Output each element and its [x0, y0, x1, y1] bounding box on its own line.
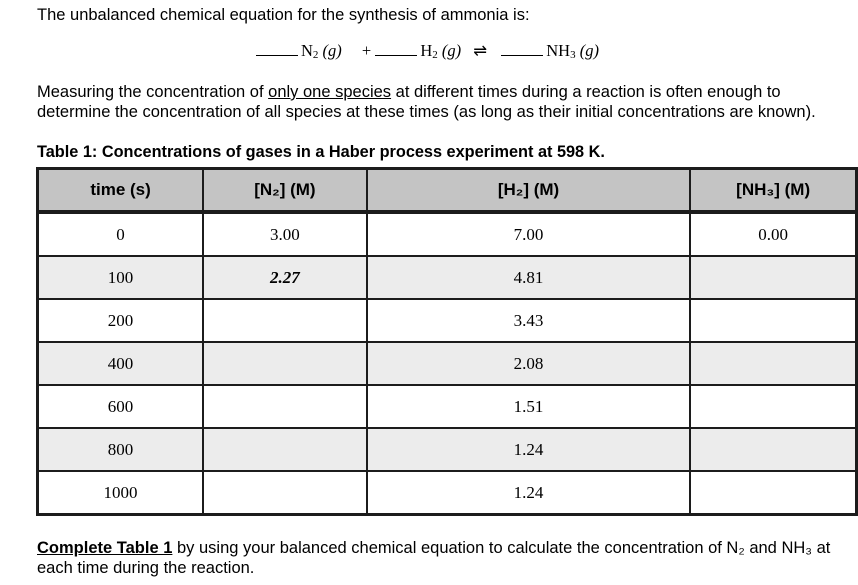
- equilibrium-arrow: ⇌: [473, 41, 488, 60]
- cell-n2[interactable]: 2.27: [203, 256, 367, 299]
- cell-n2[interactable]: [203, 299, 367, 342]
- header-h2: [H₂] (M): [367, 169, 691, 213]
- concentration-table: [36, 167, 858, 516]
- h2-formula: $H_2$ (g): [420, 41, 462, 61]
- cell-nh3[interactable]: [690, 471, 856, 515]
- table-row: [38, 212, 857, 256]
- cell-h2: 4.81: [367, 256, 691, 299]
- cell-n2[interactable]: [203, 428, 367, 471]
- cell-h2: 3.43: [367, 299, 691, 342]
- cell-n2[interactable]: 3.00: [203, 212, 367, 256]
- cell-nh3[interactable]: [690, 428, 856, 471]
- cell-nh3[interactable]: [690, 342, 856, 385]
- cell-h2: 1.24: [367, 428, 691, 471]
- table-row: [38, 256, 857, 299]
- emphasis-only-one-species: only one species: [268, 83, 392, 101]
- header-time: time (s): [38, 169, 204, 213]
- cell-time: 600: [38, 385, 204, 428]
- table-header-row: [38, 169, 857, 213]
- table-caption: Table 1: Concentrations of gases in a Haber process experiment at 598 K.: [37, 143, 605, 161]
- cell-nh3[interactable]: [690, 299, 856, 342]
- table-row: [38, 385, 857, 428]
- nh3-coefficient-blank[interactable]: [501, 40, 543, 56]
- cell-nh3[interactable]: [690, 385, 856, 428]
- cell-h2: 1.24: [367, 471, 691, 515]
- cell-h2: 2.08: [367, 342, 691, 385]
- h2-coefficient-blank[interactable]: [375, 40, 417, 56]
- table-row: [38, 342, 857, 385]
- chemical-equation: [256, 40, 599, 61]
- cell-time: 0: [38, 212, 204, 256]
- cell-time: 100: [38, 256, 204, 299]
- cell-time: 400: [38, 342, 204, 385]
- table-row: [38, 428, 857, 471]
- cell-time: 800: [38, 428, 204, 471]
- plus-sign: +: [361, 41, 372, 60]
- cell-h2: 1.51: [367, 385, 691, 428]
- cell-n2[interactable]: [203, 385, 367, 428]
- cell-h2: 7.00: [367, 212, 691, 256]
- cell-time: 1000: [38, 471, 204, 515]
- table-row: [38, 471, 857, 515]
- nh3-formula: $NH_3$ (g): [546, 41, 599, 61]
- cell-n2[interactable]: [203, 342, 367, 385]
- header-nh3: [NH₃] (M): [690, 169, 856, 213]
- table-row: [38, 299, 857, 342]
- instruction-paragraph: Measuring the concentration of only one species at different times during a reaction is often enough to determine the concentration of all species at these times (as long as their initial concentrations are known).: [37, 83, 816, 121]
- n2-coefficient-blank[interactable]: [256, 40, 298, 56]
- cell-n2[interactable]: [203, 471, 367, 515]
- cell-nh3[interactable]: 0.00: [690, 212, 856, 256]
- footer-instruction: Complete Table 1 by using your balanced chemical equation to calculate the concentration of N₂ and NH₃ at each time during the reaction.: [37, 539, 831, 577]
- header-n2: [N₂] (M): [203, 169, 367, 213]
- cell-time: 200: [38, 299, 204, 342]
- intro-text: The unbalanced chemical equation for the synthesis of ammonia is:: [37, 6, 530, 24]
- cell-nh3[interactable]: [690, 256, 856, 299]
- n2-formula: $N_2$ (g): [301, 41, 342, 61]
- complete-table-link: Complete Table 1: [37, 539, 173, 557]
